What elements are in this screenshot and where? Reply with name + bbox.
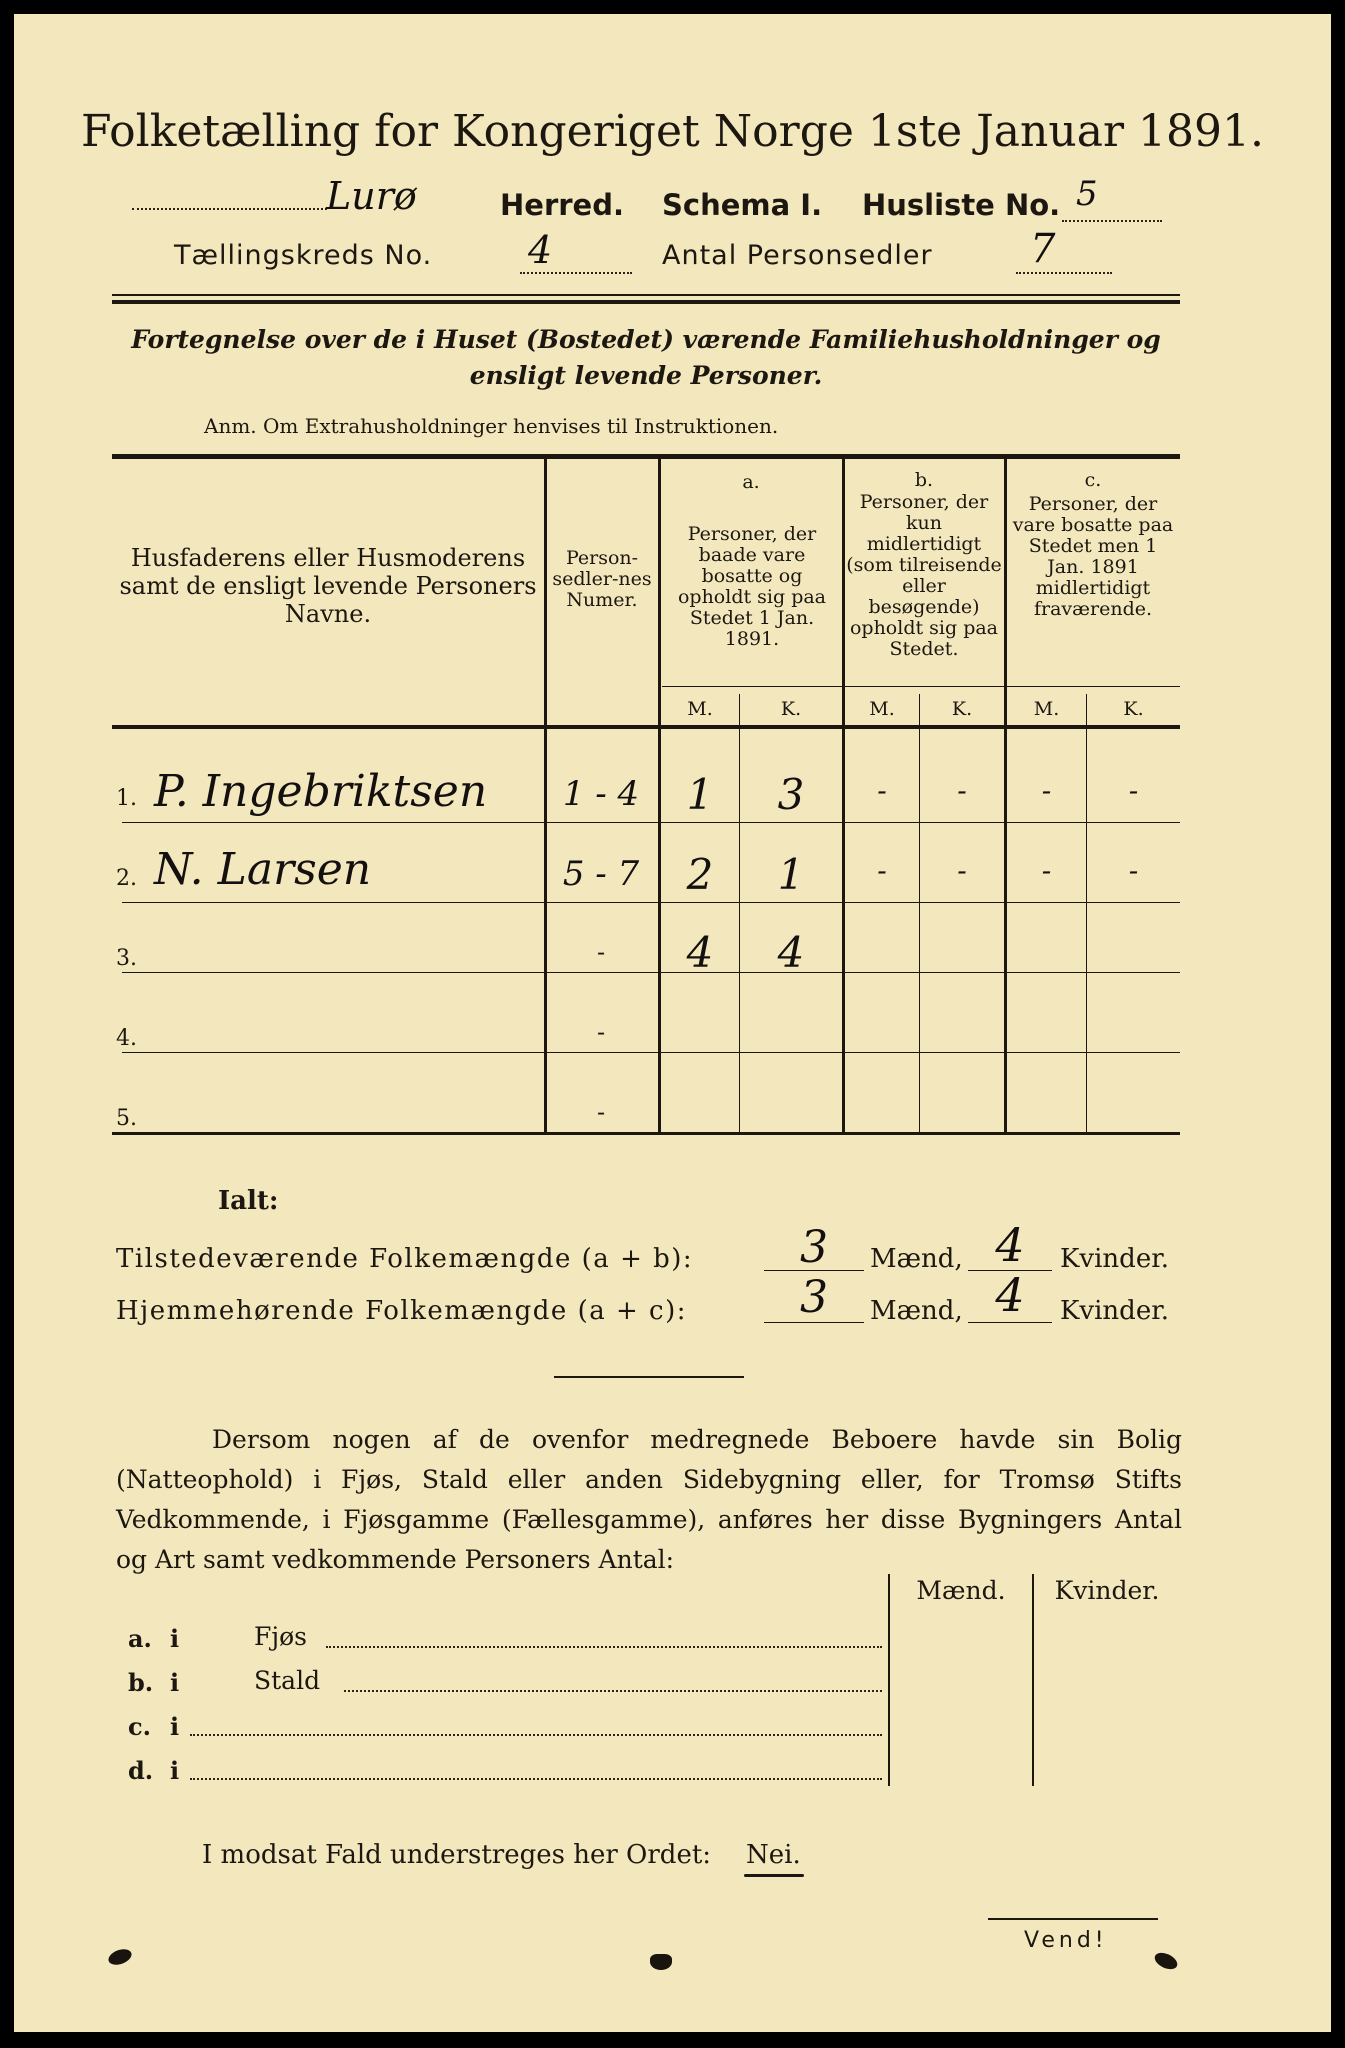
col-header-a: Personer, der baade vare bosatte og opholdt sig paa Stedet 1 Jan. 1891. [677,523,827,650]
row-1-name: P. Ingebriktsen [154,766,488,817]
row-4-num: - [596,1018,606,1046]
header-rule-thin [112,294,1180,296]
row-2-c-m: - [1041,854,1052,887]
nei-word: Nei. [746,1840,801,1870]
total-present-k-unit: Kvinder. [1060,1244,1170,1274]
row-rule-4 [122,1052,1180,1053]
row-5-number: 5. [116,1106,137,1131]
row-1-b-k: - [957,774,967,807]
col-b-k: K. [951,698,973,720]
header-rule-thick [112,300,1180,304]
kreds-dotted-line [520,272,632,274]
row-1-a-k: 3 [777,770,805,819]
row-2-a-m: 2 [686,850,714,899]
col-header-b-letter: b. [914,469,934,491]
building-b-label: Stald [254,1666,321,1695]
row-1-b-m: - [877,774,887,807]
buildings-sep-2 [1032,1574,1034,1786]
total-resident-m-unit: Mænd, [870,1296,963,1326]
form-title: Folketælling for Kongeriget Norge 1ste Januar 1891. [81,106,1264,157]
personsedler-label: Antal Personsedler [662,240,933,271]
row-rule-2 [122,902,1180,903]
building-d-dots [190,1778,882,1780]
personsedler-value: 7 [1030,226,1056,272]
row-1-num: 1 - 4 [562,774,640,814]
ink-mark-left [106,1946,133,1967]
building-a-prep: i [170,1624,180,1653]
herred-dotted-line [132,208,327,210]
row-rule-1 [122,822,1180,823]
row-2-num: 5 - 7 [562,854,640,894]
mk-top-rule [662,686,1180,687]
row-3-number: 3. [116,946,137,971]
col-header-c-letter: c. [1084,469,1102,491]
col-sep-num [544,459,547,1132]
herred-value: Lurø [326,174,417,218]
building-a-letter: a. [128,1624,152,1653]
personsedler-dotted-line [1016,272,1112,274]
section-divider [554,1376,744,1378]
husliste-value: 5 [1076,174,1098,214]
building-c-letter: c. [128,1712,151,1741]
husliste-label: Husliste No. [862,188,1061,222]
table-bottom-rule [112,1132,1180,1135]
col-a-k: K. [780,698,802,720]
building-c-dots [190,1734,882,1736]
vend-rule [988,1918,1158,1920]
total-present-label: Tilstedeværende Folkemængde (a + b): [116,1244,694,1274]
herred-label: Herred. [500,188,624,222]
ink-mark-center [650,1954,672,1970]
col-header-a-letter: a. [742,471,760,493]
total-present-k: 4 [995,1218,1025,1272]
row-3-num: - [596,938,606,966]
total-resident-m: 3 [800,1272,828,1323]
total-present-m: 3 [800,1222,828,1273]
nei-underline [744,1874,804,1877]
total-resident-k-line [968,1322,1052,1323]
row-1-a-m: 1 [686,770,714,819]
col-a-m: M. [687,698,713,720]
building-b-letter: b. [128,1668,154,1697]
col-sep-b-mk [919,694,920,1132]
total-resident-label: Hjemmehørende Folkemængde (a + c): [116,1296,687,1326]
row-3-a-k: 4 [777,928,805,977]
building-a-label: Fjøs [254,1622,307,1651]
ialt-label: Ialt: [218,1186,279,1216]
building-a-dots [326,1646,882,1648]
row-1-number: 1. [116,786,137,811]
building-b-dots [344,1690,882,1692]
row-3-a-m: 4 [686,928,714,977]
intro-heading: Fortegnelse over de i Huset (Bostedet) værende Familiehusholdninger og ensligt levende Personer. [131,325,1161,390]
row-4-number: 4. [116,1026,137,1051]
buildings-sep-1 [888,1574,890,1786]
kreds-label: Tællingskreds No. [174,240,433,271]
nei-prefix: I modsat Fald understreges her Ordet: [202,1840,712,1870]
col-b-m: M. [869,698,895,720]
building-d-prep: i [170,1756,180,1785]
building-b-prep: i [170,1668,180,1697]
vend-label: Vend! [1024,1928,1108,1953]
ink-mark-right [1152,1950,1180,1973]
col-sep-a-mk [739,694,740,1132]
col-sep-c-mk [1086,694,1087,1132]
col-header-name: Husfaderens eller Husmoderens samt de ensligt levende Personers Navne. [119,544,537,628]
buildings-col-maend: Mænd. [916,1576,1006,1605]
total-present-m-unit: Mænd, [870,1244,963,1274]
census-form [14,14,1331,2032]
building-d-letter: d. [128,1756,154,1785]
total-resident-k: 4 [995,1268,1025,1322]
buildings-col-kvinder: Kvinder. [1054,1576,1160,1605]
table-top-rule [112,454,1180,459]
row-2-name: N. Larsen [154,844,372,895]
row-1-c-k: - [1128,774,1139,807]
building-c-prep: i [170,1712,180,1741]
col-header-c: Personer, der vare bosatte paa Stedet men 1 Jan. 1891 midlertidigt fraværende. [1012,493,1174,620]
row-2-b-k: - [957,854,967,887]
husliste-dotted-line [1062,220,1162,222]
kreds-value: 4 [528,228,553,272]
row-rule-3 [122,972,1180,973]
row-1-c-m: - [1041,774,1052,807]
col-c-k: K. [1123,698,1144,720]
buildings-paragraph: Dersom nogen af de ovenfor medregnede Beboere havde sin Bolig (Natteophold) i Fjøs, Stald eller anden Sidebygning eller, for Tromsø Stifts Vedkommende, i Fjøsgamme (Fællesgamme), anføres her disse Bygningers Antal og Art samt vedkommende Personers Antal: [116,1425,1182,1574]
row-2-b-m: - [877,854,887,887]
row-5-num: - [596,1098,606,1126]
total-resident-k-unit: Kvinder. [1060,1296,1170,1326]
schema-label: Schema I. [662,188,823,222]
row-2-number: 2. [116,866,137,891]
row-2-c-k: - [1128,854,1139,887]
col-c-m: M. [1033,698,1060,720]
table-header-rule [112,725,1180,729]
col-header-b: Personer, der kun midlertidigt (som tilreisende eller besøgende) opholdt sig paa Stedet. [846,491,1002,660]
row-2-a-k: 1 [777,850,805,899]
col-header-num: Person-sedler-nes Numer. [552,547,652,611]
intro-note: Anm. Om Extrahusholdninger henvises til Instruktionen. [204,414,779,438]
